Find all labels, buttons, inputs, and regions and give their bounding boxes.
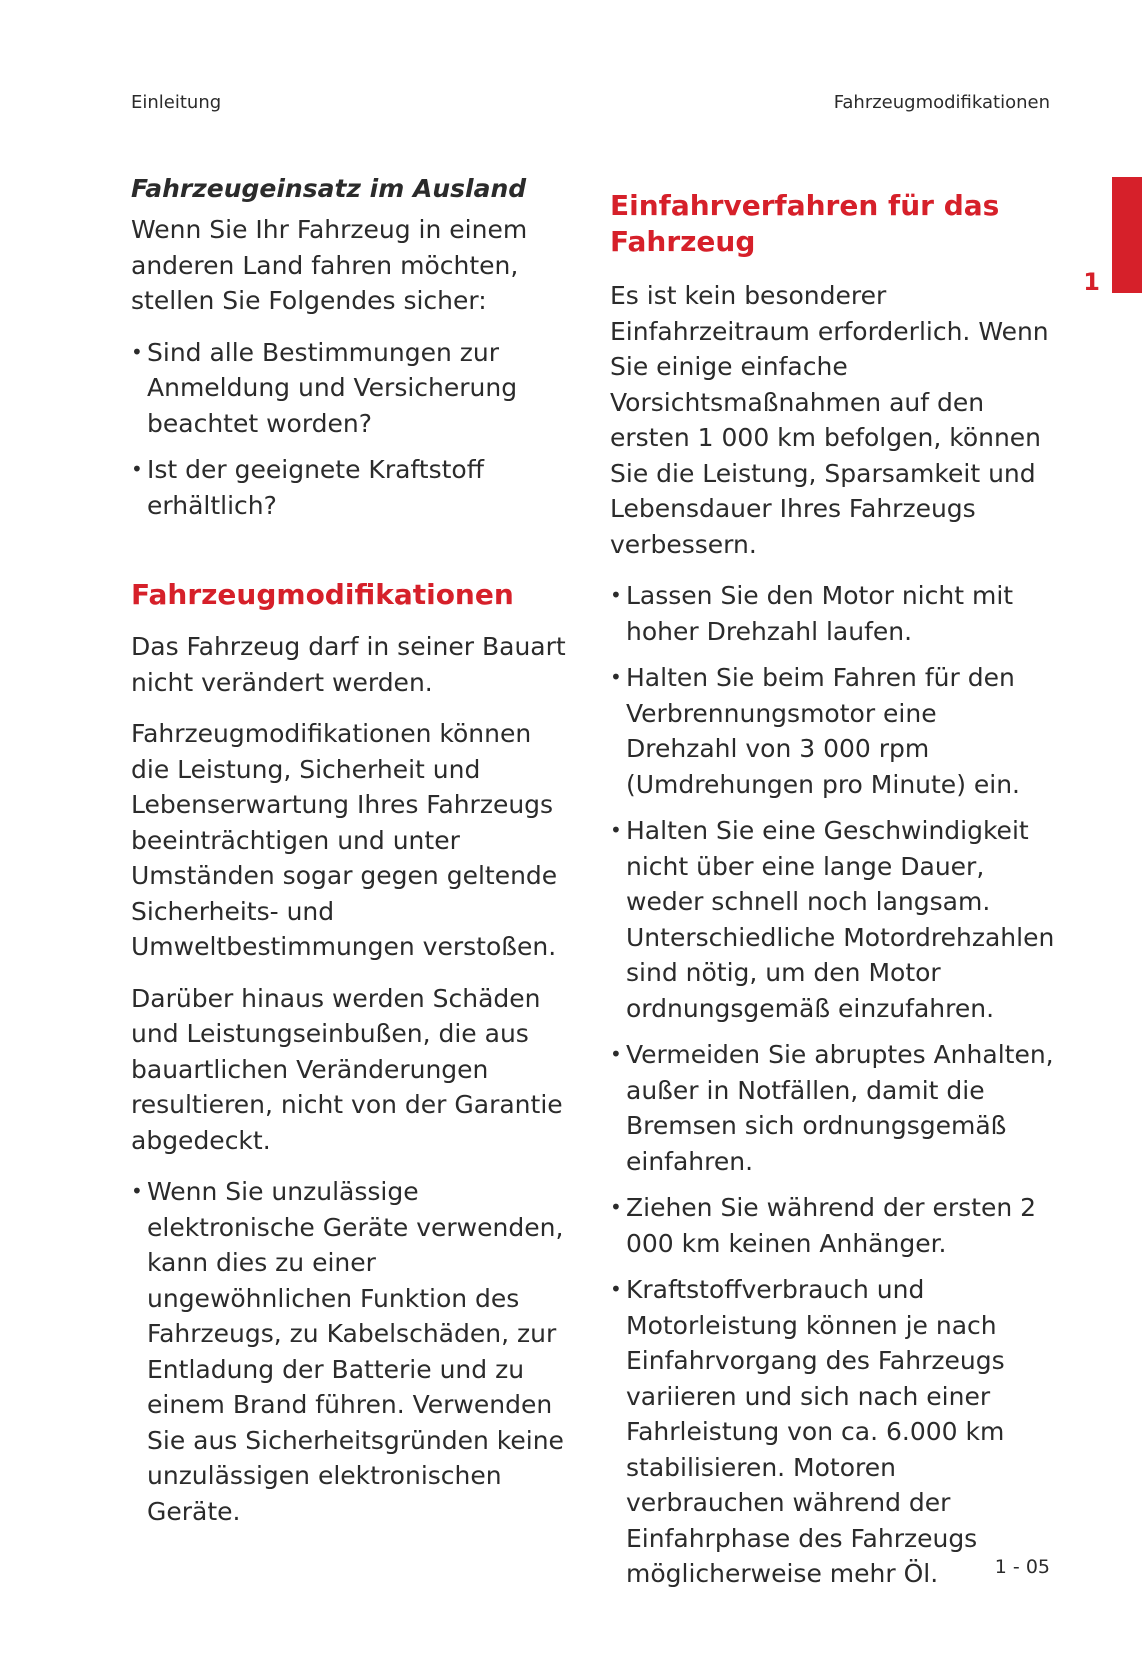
list-item: • Lassen Sie den Motor nicht mit hoher Drehzahl laufen. [610, 578, 1055, 649]
chapter-number: 1 [1083, 268, 1100, 296]
heading-foreign-use: Fahrzeugeinsatz im Ausland [131, 174, 527, 203]
running-header-chapter: Einleitung [131, 92, 222, 113]
list-item: • Wenn Sie unzulässige elektronische Geräte verwenden, kann dies zu einer ungewöhnlichen Funktion des Fahrzeugs, zu Kabelschäden, zur Entladung der Batterie und zu einem Brand führen. Verwenden Sie aus Sicherheitsgründen keine unzulässigen elektronischen Geräte. [131, 1174, 571, 1529]
break-in-intro: Es ist kein besonderer Einfahrzeitraum erforderlich. Wenn Sie einige einfache Vorsichtsmaßnahmen auf den ersten 1 000 km befolgen, können Sie die Leistung, Sparsamkeit und Lebensdauer Ihres Fahrzeugs verbessern. [610, 281, 1049, 559]
modifications-paragraph: Darüber hinaus werden Schäden und Leistungseinbußen, die aus bauartlichen Veränderungen resultieren, nicht von der Garantie abgedeckt. [131, 983, 563, 1155]
list-item: • Sind alle Bestimmungen zur Anmeldung und Versicherung beachtet worden? [131, 335, 571, 442]
foreign-use-list [131, 335, 571, 524]
list-item: • Vermeiden Sie abruptes Anhalten, außer in Notfällen, damit die Bremsen sich ordnungsgemäß einfahren. [610, 1037, 1055, 1179]
foreign-use-intro: Wenn Sie Ihr Fahrzeug in einem anderen Land fahren möchten, stellen Sie Folgendes sicher: [131, 215, 528, 315]
heading-modifications: Fahrzeugmodifikationen [131, 578, 514, 611]
heading-break-in: Einfahrverfahren für das Fahrzeug [610, 189, 1000, 258]
running-header-section: Fahrzeugmodifikationen [833, 92, 1050, 113]
list-item: • Ziehen Sie während der ersten 2 000 km keinen Anhänger. [610, 1190, 1055, 1261]
list-item: • Kraftstoffverbrauch und Motorleistung können je nach Einfahrvorgang des Fahrzeugs variieren und sich nach einer Fahrleistung von ca. 6.000 km stabilisieren. Motoren verbrauchen während der Einfahrphase des Fahrzeugs möglicherweise mehr Öl. [610, 1272, 1055, 1592]
modifications-paragraph: Das Fahrzeug darf in seiner Bauart nicht verändert werden. [131, 632, 566, 697]
modifications-list [131, 1174, 571, 1529]
chapter-tab-marker [1112, 177, 1142, 293]
left-column [131, 172, 571, 1545]
page-number: 1 - 05 [994, 1556, 1050, 1578]
modifications-paragraph: Fahrzeugmodifikationen können die Leistung, Sicherheit und Lebenserwartung Ihres Fahrzeugs beeinträchtigen und unter Umständen sogar gegen geltende Sicherheits- und Umweltbestimmungen verstoßen. [131, 719, 558, 961]
list-item: • Halten Sie beim Fahren für den Verbrennungsmotor eine Drehzahl von 3 000 rpm (Umdrehungen pro Minute) ein. [610, 660, 1055, 802]
right-column [610, 172, 1055, 1608]
list-item: • Ist der geeignete Kraftstoff erhältlich? [131, 452, 571, 523]
list-item: • Halten Sie eine Geschwindigkeit nicht über eine lange Dauer, weder schnell noch langsam. Unterschiedliche Motordrehzahlen sind nötig, um den Motor ordnungsgemäß einzufahren. [610, 813, 1055, 1026]
break-in-list [610, 578, 1055, 1592]
